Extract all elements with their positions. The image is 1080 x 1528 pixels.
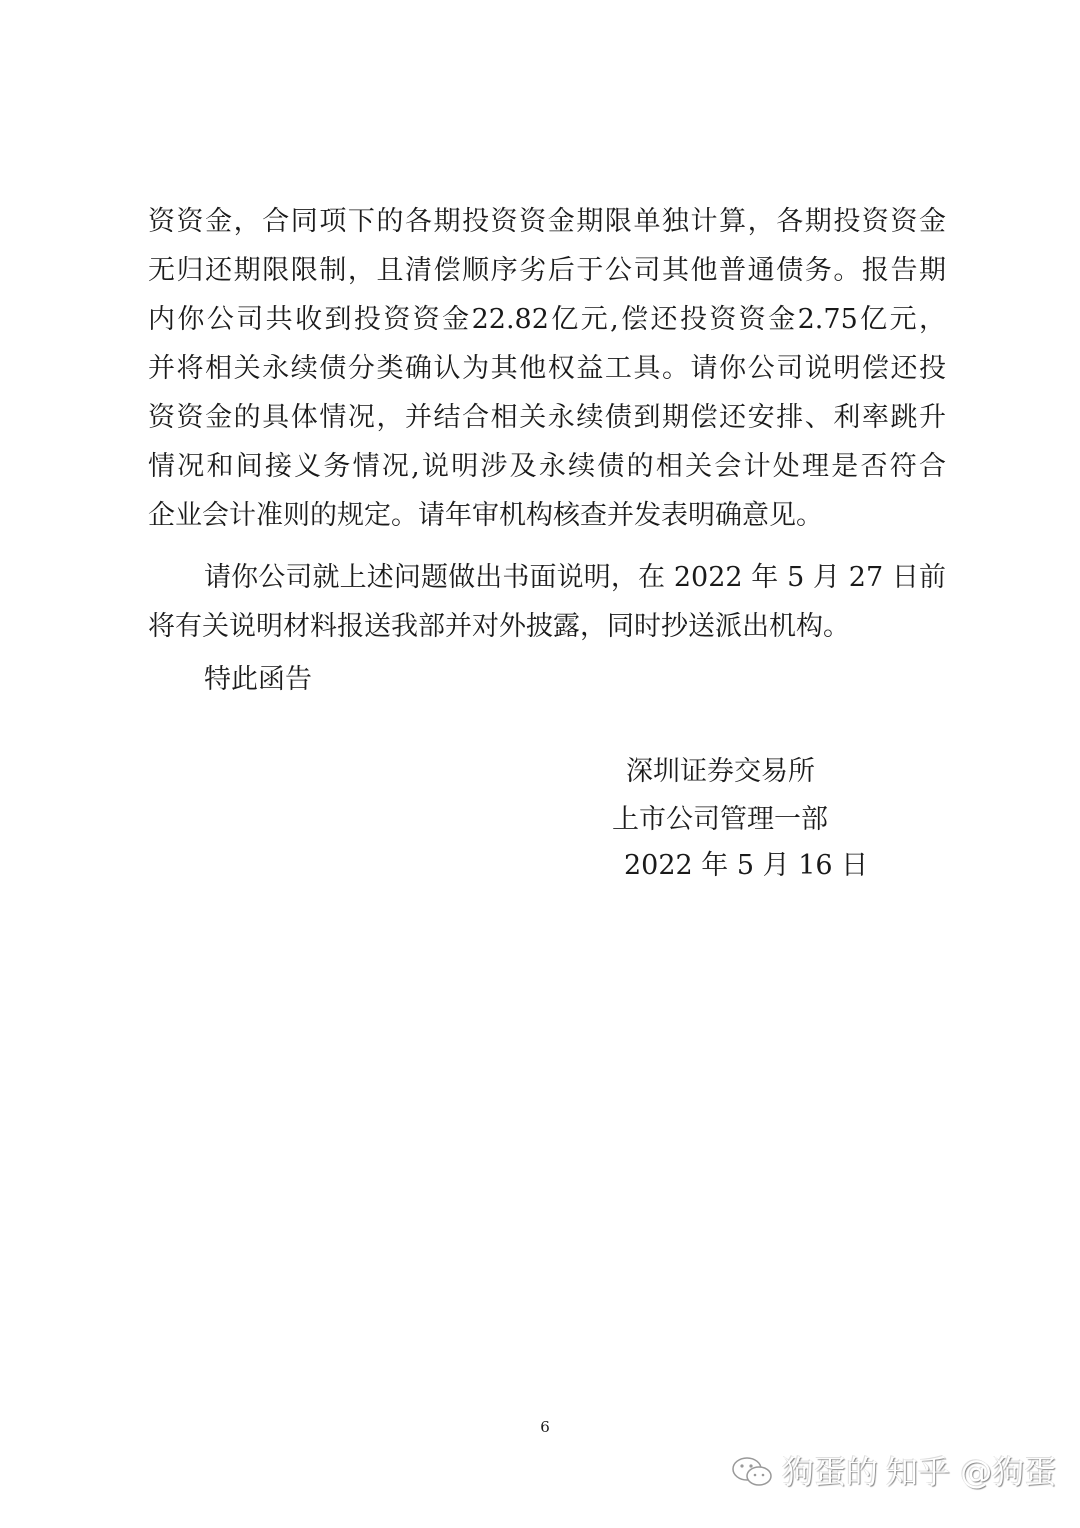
watermark-wechat: 狗蛋的 xyxy=(782,1453,879,1491)
body-line: 资资金的具体情况，并结合相关永续债到期偿还安排、利率跳升 xyxy=(148,402,946,433)
body-line: 资资金，合同项下的各期投资资金期限单独计算，各期投资资金 xyxy=(148,206,946,237)
signature-dept: 上市公司管理一部 xyxy=(612,804,828,835)
watermark-zhihu: 知乎 @狗蛋 xyxy=(886,1453,1057,1491)
signature-org: 深圳证券交易所 xyxy=(626,756,815,787)
watermark xyxy=(730,1452,1056,1492)
body-line: 无归还期限限制，且清偿顺序劣后于公司其他普通债务。报告期 xyxy=(148,255,946,286)
signature-date: 2022 年 5 月 16 日 xyxy=(624,850,869,881)
page-number: 6 xyxy=(540,1418,550,1436)
body-line: 情况和间接义务情况,说明涉及永续债的相关会计处理是否符合 xyxy=(148,451,946,482)
request-line: 请你公司就上述问题做出书面说明，在 2022 年 5 月 27 日前 xyxy=(204,562,946,593)
closing-text: 特此函告 xyxy=(204,664,312,695)
body-line: 企业会计准则的规定。请年审机构核查并发表明确意见。 xyxy=(148,500,823,531)
wechat-icon xyxy=(730,1455,774,1489)
body-line: 内你公司共收到投资资金22.82亿元,偿还投资资金2.75亿元， xyxy=(148,304,946,335)
body-line: 并将相关永续债分类确认为其他权益工具。请你公司说明偿还投 xyxy=(148,353,946,384)
request-line: 将有关说明材料报送我部并对外披露，同时抄送派出机构。 xyxy=(148,611,850,642)
